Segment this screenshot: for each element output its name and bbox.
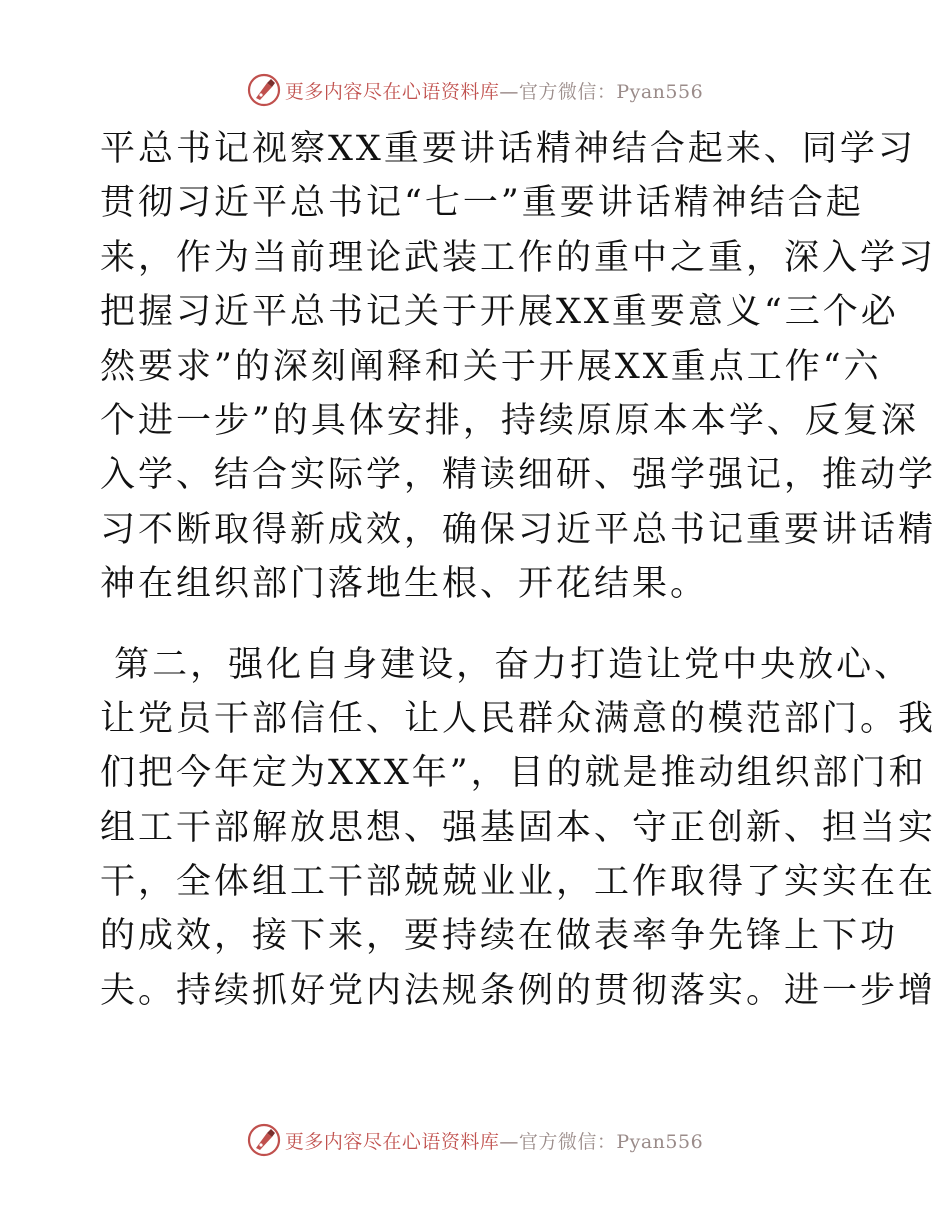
footer-banner — [0, 1120, 950, 1160]
paragraph-spacer — [100, 612, 850, 638]
banner-dash: — — [499, 80, 519, 103]
pen-nib-logo-icon — [247, 1123, 281, 1157]
text-line: 们把今年定为XXX年”，目的就是推动组织部门和 — [100, 753, 927, 794]
text-line: 组工干部解放思想、强基固本、守正创新、担当实 — [100, 807, 937, 848]
text-line: 夫。持续抓好党内法规条例的贯彻落实。进一步增 — [100, 970, 937, 1011]
body-text — [100, 122, 937, 1018]
text-line: 习不断取得新成效，确保习近平总书记重要讲话精 — [100, 509, 937, 550]
text-line: 把握习近平总书记关于开展XX重要意义“三个必 — [100, 292, 899, 333]
text-line: 的成效，接下来，要持续在做表率争先锋上下功 — [100, 916, 899, 957]
text-line: 神在组织部门落地生根、开花结果。 — [100, 564, 709, 605]
text-line: 来，作为当前理论武装工作的重中之重，深入学习 — [100, 237, 937, 278]
text-line: 入学、结合实际学，精读细研、强学强记，推动学 — [100, 455, 937, 496]
text-line: 干，全体组工干部兢兢业业，工作取得了实实在在 — [100, 862, 937, 903]
pen-nib-logo-icon — [247, 73, 281, 107]
banner-text — [285, 77, 703, 104]
banner-wechat-text: 官方微信：Pyan556 — [518, 80, 704, 103]
text-line: 第二，强化自身建设，奋力打造让党中央放心、 — [100, 644, 913, 685]
text-line: 平总书记视察XX重要讲话精神结合起来、同学习 — [100, 129, 916, 169]
text-line: 让党员干部信任、让人民群众满意的模范部门。我 — [100, 698, 937, 739]
header-banner — [0, 70, 950, 110]
banner-main-text: 更多内容尽在心语资料库 — [284, 1130, 500, 1153]
banner-text — [285, 1127, 703, 1154]
banner-main-text: 更多内容尽在心语资料库 — [284, 80, 500, 103]
banner-wechat-text: 官方微信：Pyan556 — [518, 1130, 704, 1153]
text-line: 贯彻习近平总书记“七一”重要讲话精神结合起 — [100, 183, 864, 224]
text-line: 然要求”的深刻阐释和关于开展XX重点工作“六 — [100, 346, 882, 387]
banner-dash: — — [499, 1130, 519, 1153]
text-line: 个进一步”的具体安排，持续原原本本学、反复深 — [100, 400, 919, 441]
